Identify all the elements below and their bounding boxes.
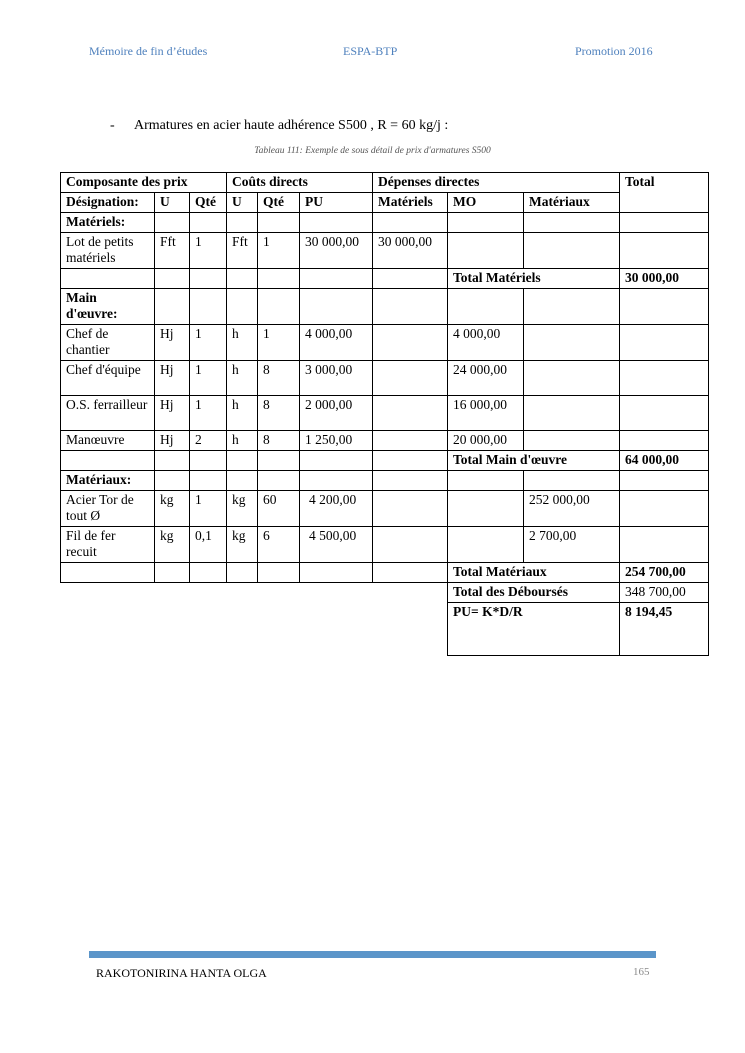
section-label: Main d'œuvre: (61, 289, 155, 325)
cell-qte2: 8 (258, 396, 300, 431)
cell-designation: Fil de fer recuit (61, 527, 155, 563)
cell-mo: 4 000,00 (448, 325, 524, 361)
footer-divider (89, 951, 656, 958)
table-row (61, 233, 709, 269)
cell-mo: 24 000,00 (448, 361, 524, 396)
cell-u2: kg (227, 527, 258, 563)
cell-u: Hj (155, 325, 190, 361)
total-row-materiels (61, 269, 709, 289)
sub-header-row (61, 193, 709, 213)
cell-materiaux: 2 700,00 (524, 527, 620, 563)
total-materiels-label: Total Matériels (448, 269, 620, 289)
cell-qte2: 1 (258, 325, 300, 361)
table-row (61, 396, 709, 431)
bullet-dash: - (110, 118, 115, 133)
pu-final-value: 8 194,45 (620, 603, 709, 656)
cell-u: Hj (155, 361, 190, 396)
cell-qte: 2 (190, 431, 227, 451)
cell-mo: 16 000,00 (448, 396, 524, 431)
cell-materiaux: 252 000,00 (524, 491, 620, 527)
header-total: Total (620, 173, 709, 213)
cell-u: Fft (155, 233, 190, 269)
header-pu: PU (300, 193, 373, 213)
header-right: Promotion 2016 (575, 44, 653, 58)
cell-designation: O.S. ferrailleur (61, 396, 155, 431)
cell-u2: Fft (227, 233, 258, 269)
section-label: Matériaux: (61, 471, 155, 491)
header-left: Mémoire de fin d’études (89, 44, 208, 58)
header-materiaux: Matériaux (524, 193, 620, 213)
cell-qte2: 60 (258, 491, 300, 527)
cell-qte2: 1 (258, 233, 300, 269)
cell-qte: 0,1 (190, 527, 227, 563)
cell-u: Hj (155, 396, 190, 431)
section-row-materiels (61, 213, 709, 233)
header-mo: MO (448, 193, 524, 213)
cell-pu: 30 000,00 (300, 233, 373, 269)
total-debourses-label: Total des Déboursés (448, 583, 620, 603)
cell-pu: 4 500,00 (300, 527, 373, 563)
cell-u2: h (227, 396, 258, 431)
header-u: U (155, 193, 190, 213)
header-composante: Composante des prix (61, 173, 227, 193)
total-row-materiaux (61, 563, 709, 583)
section-row-materiaux (61, 471, 709, 491)
total-debourses-value: 348 700,00 (620, 583, 709, 603)
header-u2: U (227, 193, 258, 213)
header-depenses-directes: Dépenses directes (373, 173, 620, 193)
total-materiaux-value: 254 700,00 (620, 563, 709, 583)
header-qte2: Qté (258, 193, 300, 213)
cell-qte: 1 (190, 396, 227, 431)
table-row (61, 527, 709, 563)
pu-final-row (61, 603, 709, 656)
cell-pu: 2 000,00 (300, 396, 373, 431)
cell-u2: h (227, 325, 258, 361)
cell-pu: 4 000,00 (300, 325, 373, 361)
total-main-oeuvre-value: 64 000,00 (620, 451, 709, 471)
table-row (61, 431, 709, 451)
pu-final-label: PU= K*D/R (448, 603, 620, 656)
header-center: ESPA-BTP (343, 44, 398, 58)
total-materiaux-label: Total Matériaux (448, 563, 620, 583)
cell-u2: kg (227, 491, 258, 527)
cell-designation: Chef d'équipe (61, 361, 155, 396)
table-caption: Tableau 111: Exemple de sous détail de prix d'armatures S500 (254, 146, 491, 156)
cell-designation: Lot de petits matériels (61, 233, 155, 269)
header-couts-directs: Coûts directs (227, 173, 373, 193)
group-header-row (61, 173, 709, 193)
cell-designation: Manœuvre (61, 431, 155, 451)
footer-author: RAKOTONIRINA HANTA OLGA (96, 966, 267, 980)
total-row-main-oeuvre (61, 451, 709, 471)
total-materiels-value: 30 000,00 (620, 269, 709, 289)
cell-u2: h (227, 431, 258, 451)
cell-materiels: 30 000,00 (373, 233, 448, 269)
table-row (61, 491, 709, 527)
total-main-oeuvre-label: Total Main d'œuvre (448, 451, 620, 471)
section-label: Matériels: (61, 213, 155, 233)
cell-qte: 1 (190, 325, 227, 361)
price-breakdown-table (60, 172, 709, 656)
cell-u: Hj (155, 431, 190, 451)
cell-qte2: 8 (258, 431, 300, 451)
cell-pu: 1 250,00 (300, 431, 373, 451)
table-row (61, 361, 709, 396)
cell-qte2: 6 (258, 527, 300, 563)
table-row (61, 325, 709, 361)
cell-qte: 1 (190, 361, 227, 396)
header-qte: Qté (190, 193, 227, 213)
cell-designation: Acier Tor de tout Ø (61, 491, 155, 527)
cell-u: kg (155, 491, 190, 527)
bullet-text: Armatures en acier haute adhérence S500 , R = 60 kg/j : (134, 118, 449, 133)
cell-mo: 20 000,00 (448, 431, 524, 451)
section-row-main-oeuvre (61, 289, 709, 325)
cell-pu: 3 000,00 (300, 361, 373, 396)
cell-qte2: 8 (258, 361, 300, 396)
cell-u: kg (155, 527, 190, 563)
cell-u2: h (227, 361, 258, 396)
header-materiels: Matériels (373, 193, 448, 213)
cell-pu: 4 200,00 (300, 491, 373, 527)
cell-qte: 1 (190, 491, 227, 527)
bullet-line (110, 118, 448, 134)
header-designation: Désignation: (61, 193, 155, 213)
page-number: 165 (633, 966, 650, 978)
total-row-debourses (61, 583, 709, 603)
cell-qte: 1 (190, 233, 227, 269)
cell-designation: Chef de chantier (61, 325, 155, 361)
